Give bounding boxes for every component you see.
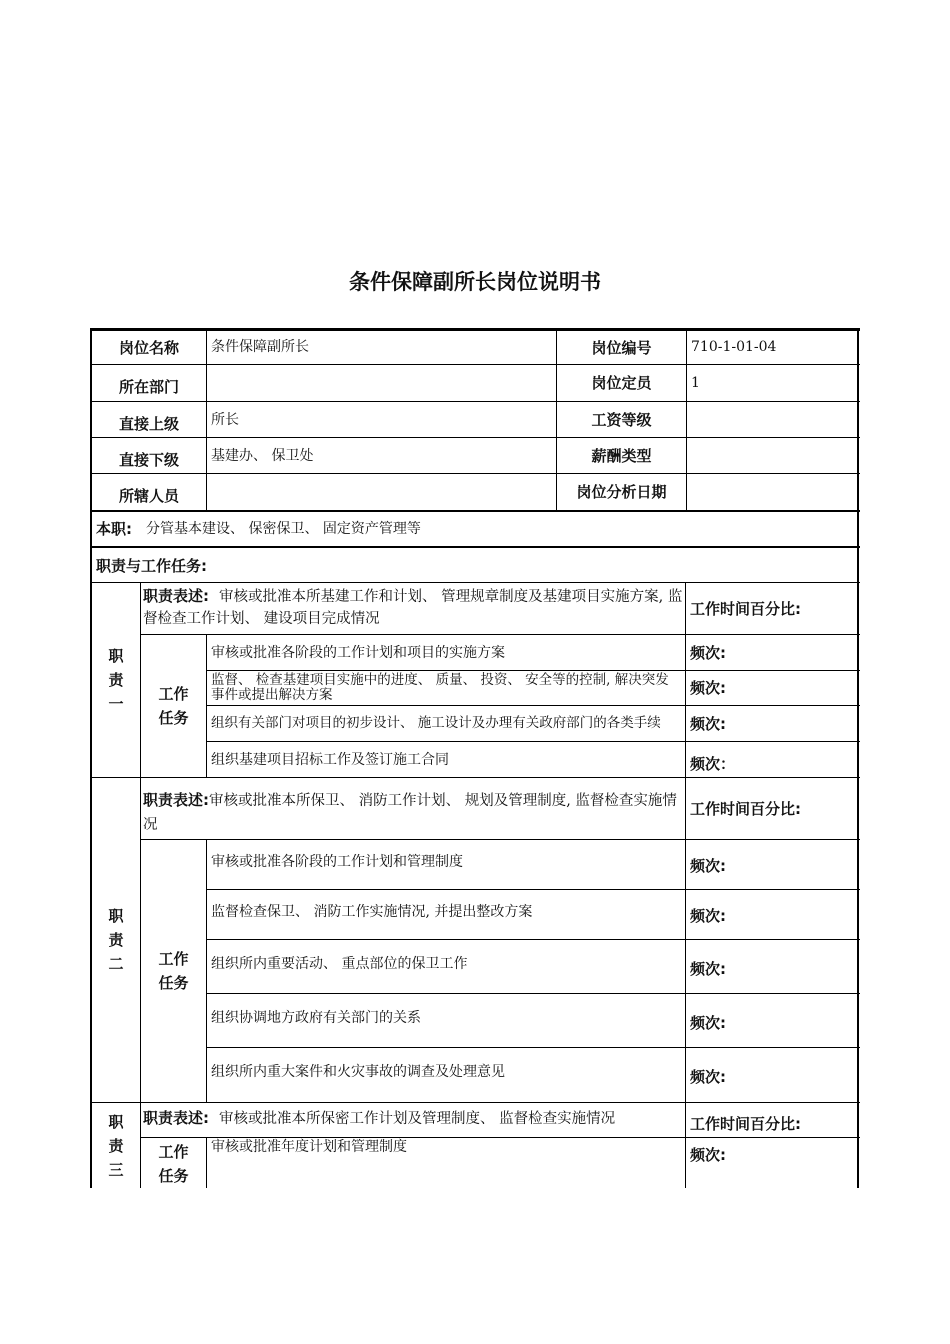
duty-3-time-pct: 工作时间百分比:	[690, 1115, 801, 1133]
duty-2-task-1-freq: 频次:	[690, 857, 726, 875]
divider	[90, 546, 860, 548]
duty-2-task-2-freq: 频次:	[690, 907, 726, 925]
duty-2-task-4-freq: 频次:	[690, 1014, 726, 1032]
label-pay-type: 薪酬类型	[591, 446, 652, 465]
duty-1-task-2-freq: 频次:	[690, 679, 726, 697]
duty-2-task-2: 监督检查保卫、 消防工作实施情况, 并提出整改方案	[211, 904, 533, 920]
tasks-label-line: 任务	[158, 709, 189, 727]
label-salary-grade: 工资等级	[591, 410, 652, 429]
label-department: 所在部门	[118, 378, 179, 396]
duty-1-task-1: 审核或批准各阶段的工作计划和项目的实施方案	[211, 644, 505, 661]
duty-1-tasks-label	[141, 635, 206, 777]
duty-desc-label: 职责表述:	[143, 1109, 209, 1127]
duty-2-task-3: 组织所内重要活动、 重点部位的保卫工作	[211, 956, 468, 972]
value-position-code: 710-1-01-04	[691, 339, 777, 355]
duty-1-task-3: 组织有关部门对项目的初步设计、 施工设计及办理有关政府部门的各类手续	[211, 715, 661, 731]
tasks-label-line: 任务	[158, 1167, 189, 1185]
tasks-label-line: 工作	[158, 1143, 189, 1161]
duty-3-task-1: 审核或批准年度计划和管理制度	[211, 1139, 407, 1155]
label-position-code: 岗位编号	[591, 338, 652, 357]
duty-1-desc-text: 审核或批准本所基建工作和计划、 管理规章制度及基建项目实施方案, 监督检查工作计划、 建设项目完成情况	[143, 589, 683, 627]
duty-1-description	[143, 585, 683, 634]
duty-1-time-pct: 工作时间百分比:	[690, 599, 801, 618]
value-position-name: 条件保障副所长	[211, 339, 309, 355]
duty-3-task-1-freq: 频次:	[690, 1146, 726, 1164]
label-direct-subordinate: 直接下级	[118, 451, 179, 469]
duty-desc-label: 职责表述:	[143, 587, 209, 605]
duty-2-time-pct: 工作时间百分比:	[690, 799, 801, 818]
duty-1-char: 职	[108, 647, 124, 665]
table-border-right	[857, 328, 859, 1188]
main-duty-row	[92, 512, 857, 546]
duty-2-task-5-freq: 频次:	[690, 1068, 726, 1086]
duty-2-tasks-label	[141, 840, 206, 1102]
duty-2-char: 职	[108, 907, 124, 925]
main-duty-label: 本职:	[96, 520, 132, 538]
value-direct-subordinate: 基建办、 保卫处	[211, 448, 314, 464]
duty-3-char: 责	[108, 1136, 124, 1155]
duty-1-task-4-freq: 频次：	[690, 754, 736, 773]
value-analysis-date	[687, 479, 857, 509]
value-staff	[207, 479, 556, 509]
duty-1-task-1-freq: 频次:	[690, 643, 726, 662]
duty-3-char: 三	[108, 1160, 124, 1179]
duty-1-task-3-freq: 频次:	[690, 714, 726, 733]
label-analysis-date: 岗位分析日期	[576, 483, 667, 501]
tasks-label-line: 工作	[158, 950, 189, 968]
duties-section-header: 职责与工作任务:	[96, 557, 207, 575]
duty-3-label	[92, 1103, 140, 1188]
duty-1-char: 责	[108, 671, 124, 689]
duty-2-task-1: 审核或批准各阶段的工作计划和管理制度	[211, 854, 463, 870]
duty-3-desc-text: 审核或批准本所保密工作计划及管理制度、 监督检查实施情况	[219, 1111, 616, 1127]
duty-2-desc-text: 审核或批准本所保卫、 消防工作计划、 规划及管理制度, 监督检查实施情况	[143, 793, 677, 833]
value-salary-grade	[687, 407, 857, 437]
duty-1-char: 一	[108, 695, 124, 713]
duty-3-description	[143, 1107, 683, 1137]
duty-2-task-5: 组织所内重大案件和火灾事故的调查及处理意见	[211, 1064, 505, 1080]
label-direct-superior: 直接上级	[118, 415, 179, 433]
duty-2-char: 二	[108, 955, 124, 973]
tasks-label-line: 工作	[158, 685, 189, 703]
document-title: 条件保障副所长岗位说明书	[349, 270, 601, 294]
main-duty-text: 分管基本建设、 保密保卫、 固定资产管理等	[146, 521, 421, 537]
duty-2-char: 责	[108, 931, 124, 949]
duty-1-label	[92, 583, 140, 777]
duty-2-task-3-freq: 频次:	[690, 960, 726, 978]
duty-2-task-4: 组织协调地方政府有关部门的关系	[211, 1010, 421, 1026]
value-direct-superior: 所长	[211, 412, 239, 428]
label-headcount: 岗位定员	[591, 374, 652, 392]
duty-3-tasks-label	[141, 1140, 206, 1188]
duty-3-char: 职	[108, 1112, 124, 1131]
duty-1-task-2: 监督、 检查基建项目实施中的进度、 质量、 投资、 安全等的控制, 解决突发事件或提出解决方案	[211, 672, 669, 703]
value-headcount: 1	[691, 375, 700, 391]
value-pay-type	[687, 443, 857, 473]
label-position-name: 岗位名称	[118, 338, 179, 357]
job-description-table	[90, 328, 860, 1188]
tasks-label-line: 任务	[158, 974, 189, 992]
duty-1-task-4: 组织基建项目招标工作及签订施工合同	[211, 751, 449, 768]
duty-desc-label: 职责表述:	[143, 791, 209, 809]
value-department	[207, 370, 556, 400]
label-staff: 所辖人员	[118, 487, 179, 505]
duty-2-label	[92, 778, 140, 1102]
duty-2-description	[143, 788, 683, 839]
